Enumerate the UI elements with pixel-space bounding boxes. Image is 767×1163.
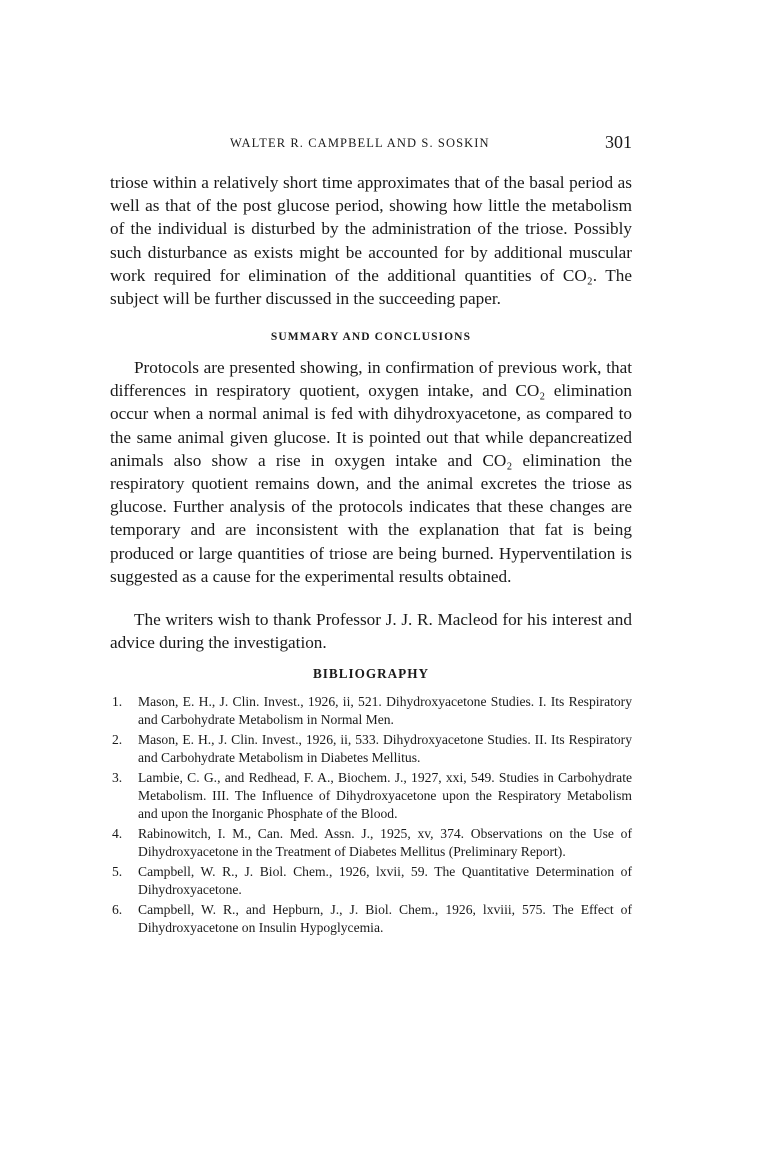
summary-paragraph: Protocols are presented showing, in confirmation of previous work, that differences in respiratory quotient, oxygen intake, and CO₂ elimination occur when a normal animal is fed with dihydroxyacetone, as compared to the same animal given glucose. It is pointed out that while depancreatized animals also show a rise in oxygen intake and CO₂ elimination the respiratory quotient remains down, and the animal excretes the triose as glucose. Further analysis of the protocols indicates that these changes are temporary and are inconsistent with the explanation that fat is being produced or large quantities of triose are being burned. Hyperventilation is suggested as a cause for the experimental results obtained.: [110, 358, 632, 586]
continuation-paragraph: triose within a relatively short time approximates that of the basal period as well as that of the post glucose period, showing how little the metabolism of the individual is disturbed by the administration of the triose. Possibly such disturbance as exists might be accounted for by additional muscular work required for elimination of the additional quantities of CO₂. The subject will be further discussed in the succeeding paper.: [110, 173, 632, 309]
bibliography-heading: BIBLIOGRAPHY: [312, 666, 430, 681]
entry-number: 5.: [112, 863, 123, 879]
bibliography-entry: [112, 769, 632, 824]
running-head: [110, 132, 632, 156]
entry-number: 6.: [112, 901, 123, 917]
entry-text: Campbell, W. R., J. Biol. Chem., 1926, lxvii, 59. The Quantitative Determination of Dihydroxyacetone.: [138, 863, 632, 898]
entry-number: 2.: [112, 731, 123, 747]
entry-text: Mason, E. H., J. Clin. Invest., 1926, ii, 521. Dihydroxyacetone Studies. I. Its Respiratory and Carbohydrate Metabolism in Normal Men.: [138, 694, 632, 728]
acknowledgment-paragraph: The writers wish to thank Professor J. J. R. Macleod for his interest and advice during the investigation.: [110, 610, 632, 653]
entry-text: Campbell, W. R., and Hepburn, J., J. Biol. Chem., 1926, lxviii, 575. The Effect of Dihydroxyacetone on Insulin Hypoglycemia.: [138, 901, 632, 935]
bibliography-entry: [112, 731, 632, 767]
entry-text: Mason, E. H., J. Clin. Invest., 1926, ii, 533. Dihydroxyacetone Studies. II. Its Respiratory and Carbohydrate Metabolism in Diabetes Mellitus.: [138, 731, 632, 766]
bibliography-entry: [112, 901, 632, 937]
entry-number: 1.: [112, 694, 123, 709]
running-title: WALTER R. CAMPBELL AND S. SOSKIN: [230, 136, 490, 150]
summary-heading: SUMMARY AND CONCLUSIONS: [270, 331, 472, 343]
entry-text: Lambie, C. G., and Redhead, F. A., Biochem. J., 1927, xxi, 549. Studies in Carbohydrate Metabolism. III. The Influence of Dihydroxyacetone upon the Respiratory Metabolism and upon the Inorganic Phosphate of the Blood.: [138, 769, 632, 822]
bibliography-entry: [112, 693, 632, 729]
entry-number: 3.: [112, 769, 123, 785]
bibliography-entry: [112, 825, 632, 861]
entry-number: 4.: [112, 825, 123, 841]
entry-text: Rabinowitch, I. M., Can. Med. Assn. J., 1925, xv, 374. Observations on the Use of Dihydroxyacetone in the Treatment of Diabetes Mellitus (Preliminary Report).: [138, 825, 632, 860]
bibliography-list: [112, 693, 632, 939]
page-number: 301: [605, 132, 632, 152]
bibliography-entry: [112, 863, 632, 899]
